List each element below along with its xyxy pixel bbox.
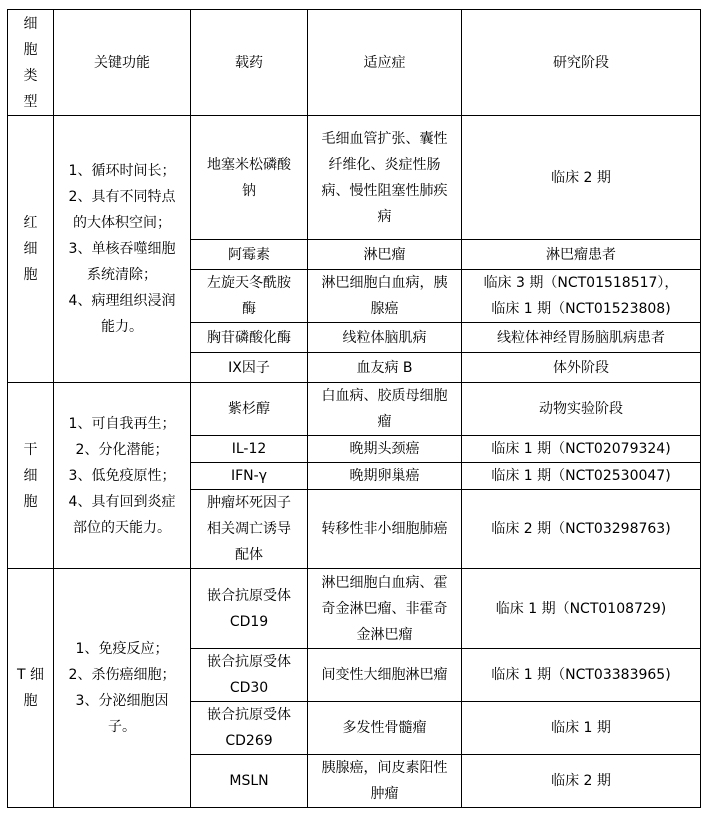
drug-cell-line: 肿瘤坏死因子 bbox=[207, 495, 291, 511]
key-functions-line: 的大体积空间； bbox=[73, 215, 171, 231]
cell-type-line: T 细 bbox=[16, 667, 44, 683]
table-row bbox=[8, 383, 701, 436]
key-functions-line: 3、单核吞噬细胞 bbox=[68, 241, 176, 257]
drug-cell-line: IL-12 bbox=[231, 441, 267, 457]
drug-cell bbox=[191, 702, 308, 755]
drug-cell bbox=[191, 383, 308, 436]
drug-cell-line: CD19 bbox=[229, 613, 269, 630]
drug-cell-line: CD30 bbox=[229, 680, 269, 696]
drug-cell-line: 地塞米松磷酸 bbox=[207, 156, 291, 173]
research-table bbox=[7, 9, 701, 808]
indication-cell-line: 淋巴细胞白血病、霍 bbox=[321, 574, 448, 591]
indication-cell-line: 线粒体脑肌病 bbox=[342, 329, 427, 346]
indication-cell-line: 晚期头颈癌 bbox=[349, 441, 420, 457]
cell-type-line: 干 bbox=[23, 441, 38, 458]
stage-cell-line: 临床 2 期（NCT03298763) bbox=[491, 521, 671, 537]
stage-cell-line: 临床 2 期 bbox=[551, 169, 611, 186]
drug-cell-line: 阿霉素 bbox=[228, 246, 270, 263]
key-functions-line: 3、低免疫原性； bbox=[68, 467, 176, 484]
header-row bbox=[8, 10, 701, 116]
key-functions-line: 2、分化潜能； bbox=[75, 441, 169, 458]
stage-cell bbox=[462, 463, 701, 490]
stage-cell bbox=[462, 436, 701, 463]
drug-cell bbox=[191, 270, 308, 323]
drug-cell bbox=[191, 323, 308, 353]
indication-cell bbox=[308, 116, 462, 240]
key-functions-line: 2、具有不同特点 bbox=[68, 189, 176, 205]
indication-cell bbox=[308, 353, 462, 383]
key-functions-line: 4、具有回到炎症 bbox=[68, 493, 176, 510]
drug-cell bbox=[191, 755, 308, 808]
indication-cell-line: 淋巴细胞白血病，胰 bbox=[321, 275, 448, 291]
key-functions-line: 1、免疫反应； bbox=[75, 641, 169, 657]
drug-cell bbox=[191, 116, 308, 240]
indication-cell bbox=[308, 649, 462, 702]
drug-cell bbox=[191, 569, 308, 649]
header-drug: 载药 bbox=[191, 10, 308, 116]
stage-cell bbox=[462, 569, 701, 649]
stage-cell-line: 动物实验阶段 bbox=[539, 401, 623, 417]
cell-type-line: 胞 bbox=[23, 693, 38, 709]
header-indication: 适应症 bbox=[308, 10, 462, 116]
cell-type-line: 细 bbox=[23, 241, 38, 257]
key-functions-line: 1、循环时间长； bbox=[68, 163, 176, 179]
indication-cell-line: 奇金淋巴瘤、非霍奇 bbox=[321, 600, 448, 617]
cell-type-line: 胞 bbox=[23, 493, 38, 510]
indication-cell bbox=[308, 569, 462, 649]
stage-cell bbox=[462, 755, 701, 808]
indication-cell-line: 晚期卵巢癌 bbox=[349, 468, 420, 484]
stage-cell bbox=[462, 702, 701, 755]
header-cell-type-line: 型 bbox=[23, 93, 38, 110]
indication-cell-line: 白血病、胶质母细胞 bbox=[321, 388, 448, 404]
indication-cell bbox=[308, 323, 462, 353]
stage-cell bbox=[462, 490, 701, 569]
indication-cell-line: 肿瘤 bbox=[370, 786, 399, 802]
drug-cell-line: 胸苷磷酸化酶 bbox=[207, 329, 291, 346]
stage-cell bbox=[462, 383, 701, 436]
key-functions-line: 能力。 bbox=[101, 319, 143, 335]
drug-cell bbox=[191, 490, 308, 569]
key-functions-line: 2、杀伤癌细胞； bbox=[68, 667, 176, 683]
table-row bbox=[8, 116, 701, 240]
stage-cell-line: 临床 1 期 bbox=[551, 720, 611, 736]
stage-cell-line: 临床 3 期（NCT01518517）， bbox=[483, 275, 679, 291]
drug-cell-line: 左旋天冬酰胺 bbox=[207, 275, 291, 291]
indication-cell bbox=[308, 702, 462, 755]
key-functions-line: 1、可自我再生； bbox=[68, 415, 176, 432]
stage-cell bbox=[462, 270, 701, 323]
cell-type-line: 胞 bbox=[23, 267, 38, 283]
stage-cell bbox=[462, 323, 701, 353]
header-stage: 研究阶段 bbox=[462, 10, 701, 116]
key-functions-line: 系统清除； bbox=[87, 267, 157, 283]
table-row bbox=[8, 569, 701, 649]
indication-cell-line: 血友病 B bbox=[356, 359, 413, 376]
indication-cell-line: 瘤 bbox=[377, 414, 392, 430]
indication-cell-line: 病、慢性阻塞性肺疾 bbox=[321, 182, 448, 199]
stage-cell-line: 临床 2 期 bbox=[551, 773, 611, 789]
key-functions-line: 部位的天能力。 bbox=[73, 519, 171, 536]
header-cell-type-line: 类 bbox=[23, 67, 38, 84]
indication-cell-line: 胰腺癌，间皮素阳性 bbox=[321, 760, 448, 776]
cell-type bbox=[8, 569, 54, 808]
stage-cell-line: 临床 1 期（NCT02079324) bbox=[491, 441, 671, 457]
stage-cell bbox=[462, 240, 701, 270]
header-function: 关键功能 bbox=[54, 10, 191, 116]
drug-cell-line: 酶 bbox=[242, 301, 256, 317]
key-functions bbox=[54, 383, 191, 569]
stage-cell bbox=[462, 353, 701, 383]
indication-cell-line: 病 bbox=[377, 208, 392, 225]
indication-cell-line: 多发性骨髓瘤 bbox=[342, 720, 427, 736]
cell-type bbox=[8, 383, 54, 569]
drug-cell-line: CD269 bbox=[225, 733, 273, 749]
drug-cell-line: 相关凋亡诱导 bbox=[207, 521, 291, 537]
drug-cell bbox=[191, 436, 308, 463]
stage-cell-line: 临床 1 期（NCT01523808) bbox=[491, 301, 671, 317]
stage-cell-line: 线粒体神经胃肠脑肌病患者 bbox=[497, 329, 665, 346]
drug-cell bbox=[191, 463, 308, 490]
key-functions-line: 4、病理组织浸润 bbox=[68, 293, 176, 309]
indication-cell bbox=[308, 270, 462, 323]
stage-cell-line: 临床 1 期（NCT0108729) bbox=[495, 600, 667, 617]
drug-cell bbox=[191, 649, 308, 702]
drug-cell-line: IX因子 bbox=[228, 359, 270, 376]
indication-cell bbox=[308, 436, 462, 463]
header-cell-type-line: 细 bbox=[23, 15, 38, 32]
key-functions-line: 子。 bbox=[108, 719, 136, 735]
key-functions bbox=[54, 116, 191, 383]
header-cell-type-line: 胞 bbox=[23, 41, 38, 58]
cell-type-line: 红 bbox=[23, 215, 38, 231]
stage-cell bbox=[462, 116, 701, 240]
cell-type-line: 细 bbox=[23, 467, 38, 484]
indication-cell-line: 淋巴瘤 bbox=[363, 246, 406, 263]
drug-cell-line: MSLN bbox=[229, 773, 269, 789]
drug-cell bbox=[191, 353, 308, 383]
indication-cell bbox=[308, 240, 462, 270]
cell-type bbox=[8, 116, 54, 383]
drug-cell bbox=[191, 240, 308, 270]
stage-cell bbox=[462, 649, 701, 702]
drug-cell-line: 紫杉醇 bbox=[228, 401, 270, 417]
stage-cell-line: 体外阶段 bbox=[553, 359, 609, 376]
drug-cell-line: 嵌合抗原受体 bbox=[207, 707, 291, 723]
indication-cell bbox=[308, 490, 462, 569]
indication-cell-line: 毛细血管扩张、囊性 bbox=[321, 130, 448, 147]
indication-cell bbox=[308, 383, 462, 436]
indication-cell-line: 间变性大细胞淋巴瘤 bbox=[321, 667, 448, 683]
indication-cell bbox=[308, 463, 462, 490]
indication-cell-line: 腺癌 bbox=[370, 301, 399, 317]
drug-cell-line: 钠 bbox=[242, 182, 256, 199]
drug-cell-line: IFN-γ bbox=[231, 468, 267, 484]
stage-cell-line: 临床 1 期（NCT03383965) bbox=[491, 667, 671, 683]
drug-cell-line: 嵌合抗原受体 bbox=[207, 587, 291, 604]
stage-cell-line: 临床 1 期（NCT02530047) bbox=[491, 468, 671, 484]
header-cell-type bbox=[8, 10, 54, 116]
indication-cell-line: 纤维化、炎症性肠 bbox=[328, 156, 441, 173]
drug-cell-line: 嵌合抗原受体 bbox=[207, 654, 291, 670]
indication-cell-line: 金淋巴瘤 bbox=[356, 626, 413, 643]
drug-cell-line: 配体 bbox=[235, 547, 263, 563]
key-functions-line: 3、分泌细胞因 bbox=[75, 693, 169, 709]
indication-cell bbox=[308, 755, 462, 808]
stage-cell-line: 淋巴瘤患者 bbox=[546, 246, 616, 263]
indication-cell-line: 转移性非小细胞肺癌 bbox=[321, 521, 448, 537]
key-functions bbox=[54, 569, 191, 808]
